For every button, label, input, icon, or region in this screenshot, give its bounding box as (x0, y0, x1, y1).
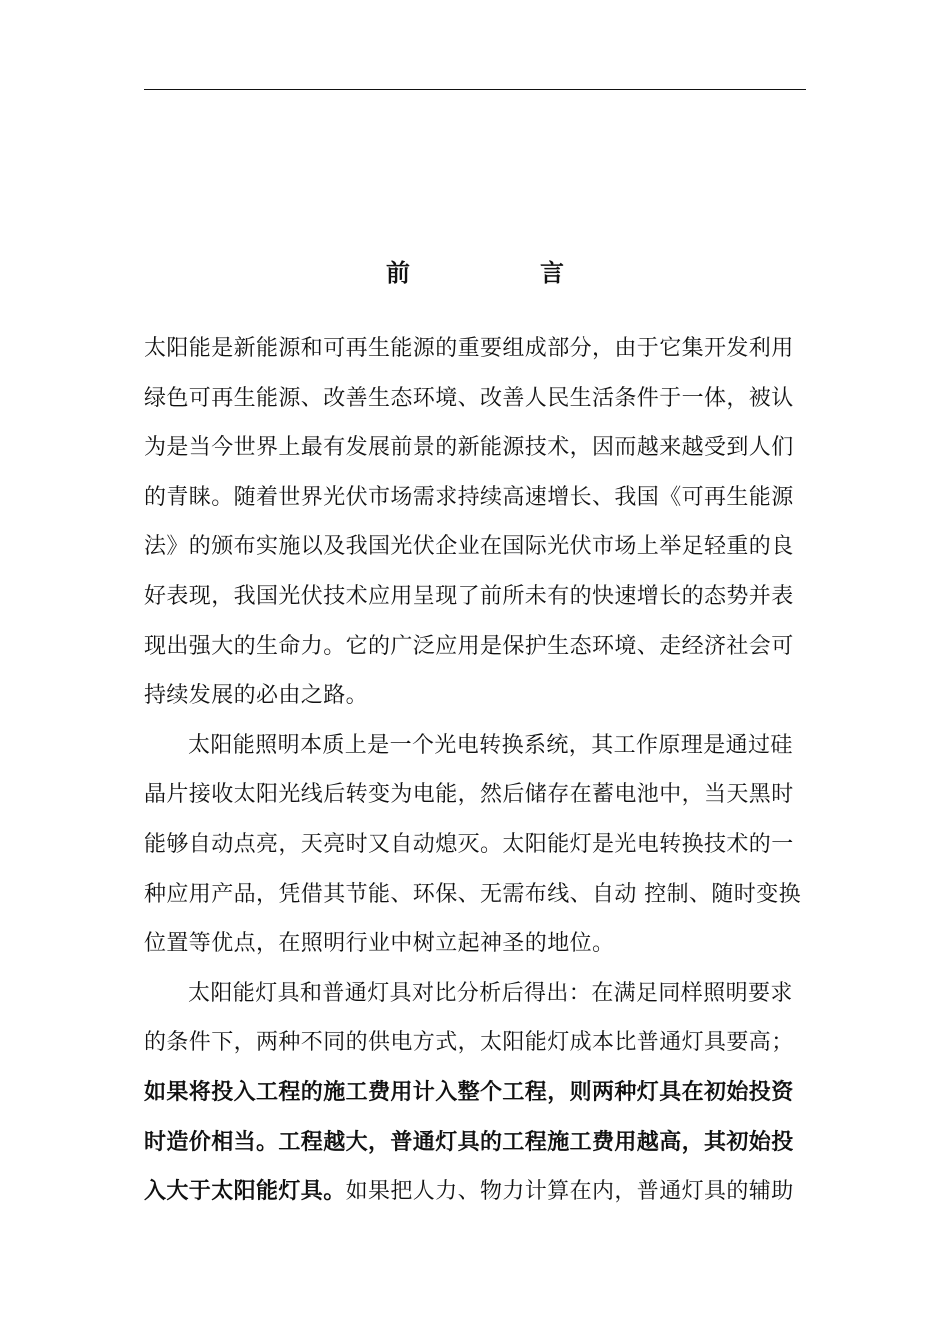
text-line: 好表现，我国光伏技术应用呈现了前所未有的快速增长的态势并表 (144, 583, 794, 609)
text-line: 的条件下，两种不同的供电方式，太阳能灯成本比普通灯具要高； (144, 1030, 794, 1056)
text-line-bold: 时造价相当。工程越大，普通灯具的工程施工费用越高，其初始投 (144, 1129, 794, 1155)
text-line: 绿色可再生能源、改善生态环境、改善人民生活条件于一体，被认 (144, 385, 794, 411)
text-line: 太阳能灯具和普通灯具对比分析后得出：在满足同样照明要求 (188, 980, 793, 1006)
bold-text-run: 入大于太阳能灯具。 (144, 1179, 346, 1205)
text-line: 的青睐。随着世界光伏市场需求持续高速增长、我国《可再生能源 (144, 484, 794, 510)
title-char-1: 前 (386, 258, 410, 287)
text-line: 持续发展的必由之路。 (144, 683, 369, 709)
text-line: 种应用产品，凭借其节能、环保、无需布线、自动 控制、随时变换 (144, 881, 801, 907)
text-line: 现出强大的生命力。它的广泛应用是保护生态环境、走经济社会可 (144, 633, 794, 659)
text-line: 位置等优点，在照明行业中树立起神圣的地位。 (144, 931, 615, 957)
title-char-2: 言 (540, 258, 564, 287)
text-line: 法》的颁布实施以及我国光伏企业在国际光伏市场上举足轻重的良 (144, 534, 794, 560)
text-line-mixed (144, 1167, 806, 1217)
header-rule (144, 89, 806, 90)
text-line: 太阳能是新能源和可再生能源的重要组成部分，由于它集开发利用 (144, 336, 794, 361)
document-body (144, 324, 806, 1217)
text-run: 如果把人力、物力计算在内，普通灯具的辅助 (345, 1179, 794, 1205)
text-line: 晶片接收太阳光线后转变为电能，然后储存在蓄电池中，当天黑时 (144, 782, 794, 808)
text-line: 能够自动点亮，天亮时又自动熄灭。太阳能灯是光电转换技术的一 (144, 831, 794, 857)
text-line: 太阳能照明本质上是一个光电转换系统，其工作原理是通过硅 (188, 732, 793, 758)
page-title (0, 256, 950, 290)
text-line-bold: 如果将投入工程的施工费用计入整个工程，则两种灯具在初始投资 (144, 1079, 794, 1105)
text-line: 为是当今世界上最有发展前景的新能源技术，因而越来越受到人们 (144, 435, 794, 461)
